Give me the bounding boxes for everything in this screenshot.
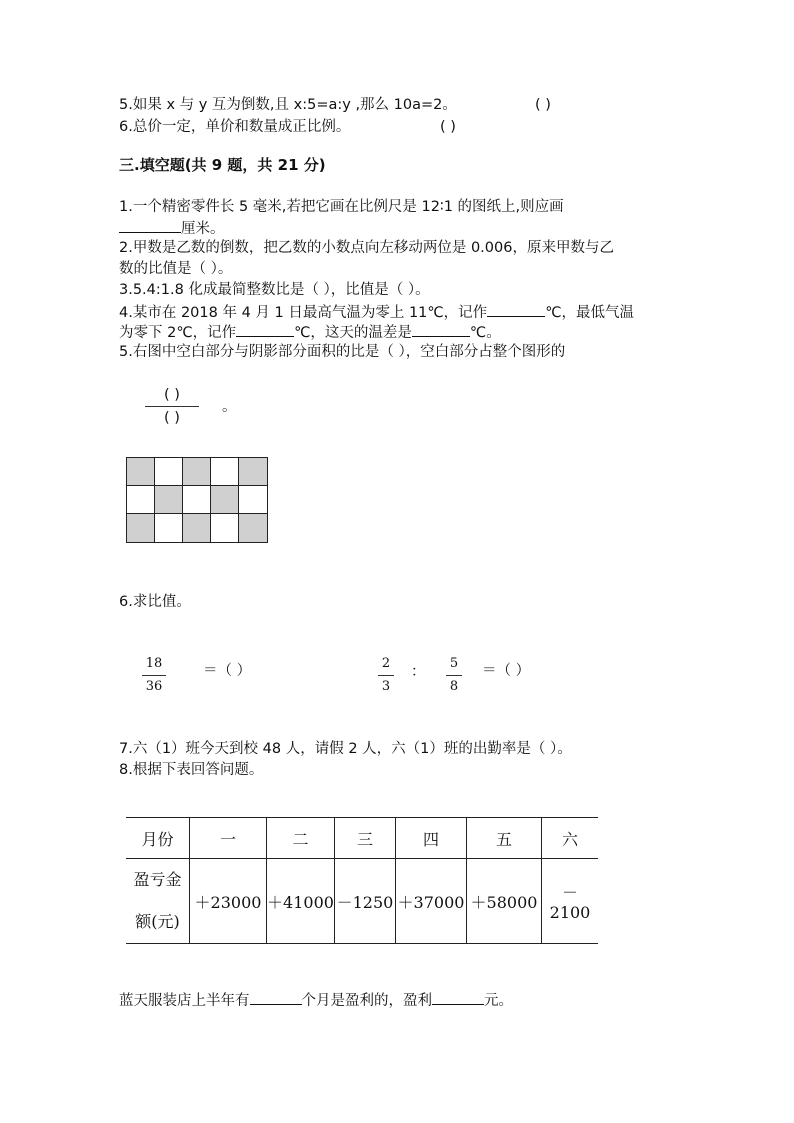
fill-q5-dot: 。 xyxy=(222,399,237,415)
table-value-row xyxy=(126,859,598,944)
judge-q5-text: 5.如果 x 与 y 互为倒数,且 x:5=a:y ,那么 10a=2。 xyxy=(119,97,457,113)
fill-q6-fraction-a xyxy=(142,655,166,696)
grid-cell-shaded xyxy=(239,458,267,486)
grid-cell-shaded xyxy=(183,458,211,486)
fraction-bar xyxy=(446,675,462,676)
table-row-label xyxy=(126,859,190,944)
fill-q8: 8.根据下表回答问题。 xyxy=(119,762,264,778)
table-header-label: 月份 xyxy=(126,818,190,859)
table-month-cell: 四 xyxy=(396,818,467,859)
fill-q6-a-den: 36 xyxy=(145,679,163,694)
judge-q6-paren: ( ) xyxy=(440,119,456,135)
fill-q8-text-b: 个月是盈利的，盈利 xyxy=(301,993,432,1009)
table-month-cell: 一 xyxy=(190,818,267,859)
fill-q8-text-a: 蓝天服装店上半年有 xyxy=(119,993,250,1009)
fill-q5-fraction xyxy=(145,386,199,427)
grid-cell-blank xyxy=(183,486,211,514)
fill-q1-suffix: 厘米。 xyxy=(181,221,225,237)
section3-title: 三.填空题(共 9 题，共 21 分) xyxy=(119,156,326,174)
fill-q6-fraction-b1 xyxy=(378,655,394,696)
fill-q7: 7.六（1）班今天到校 48 人，请假 2 人，六（1）班的出勤率是（ ）。 xyxy=(119,741,572,757)
judge-q6 xyxy=(119,117,350,137)
table-month-cell: 二 xyxy=(267,818,335,859)
fill-q3: 3.5.4:1.8 化成最简整数比是（ ），比值是（ ）。 xyxy=(119,282,430,298)
judge-q5-paren: ( ) xyxy=(535,97,551,113)
fill-q6-b-colon: ： xyxy=(411,664,426,680)
grid-cell-blank xyxy=(127,486,155,514)
answer-blank[interactable] xyxy=(236,321,294,337)
fill-q6-b-den2: 8 xyxy=(449,679,459,694)
fraction-bar xyxy=(378,675,394,676)
table-value-cell: －2100 xyxy=(542,859,599,944)
answer-blank[interactable] xyxy=(119,217,181,233)
profit-loss-table xyxy=(126,817,598,944)
table-row-label-line2: 额(元) xyxy=(135,912,180,931)
grid-cell-shaded xyxy=(127,514,155,542)
fill-q4-text-e: ℃。 xyxy=(469,325,501,341)
fill-q6-title: 6.求比值。 xyxy=(119,594,191,610)
fill-q8-text-c: 元。 xyxy=(484,993,513,1009)
table-value-cell: ＋58000 xyxy=(467,859,542,944)
fill-q6-b-den1: 3 xyxy=(381,679,391,694)
answer-blank[interactable] xyxy=(487,301,545,317)
table-header-row xyxy=(126,818,598,859)
shaded-grid-figure xyxy=(126,457,268,543)
fill-q4-line1 xyxy=(119,301,634,323)
fraction-bar xyxy=(142,675,166,676)
table-value-cell: －1250 xyxy=(335,859,396,944)
answer-blank[interactable] xyxy=(412,321,470,337)
fill-q8-answer xyxy=(119,989,513,1011)
judge-q5 xyxy=(119,95,457,115)
grid-cell-shaded xyxy=(155,486,183,514)
grid-cell-shaded xyxy=(239,514,267,542)
grid-cell-shaded xyxy=(183,514,211,542)
fill-q6-b-num1: 2 xyxy=(381,656,391,671)
fill-q4-text-d: ℃，这天的温差是 xyxy=(294,325,412,341)
grid-cell-shaded xyxy=(127,458,155,486)
grid-cell-blank xyxy=(239,486,267,514)
grid-cell-blank xyxy=(155,514,183,542)
fill-q6-b-eq: ＝（ ） xyxy=(482,663,531,679)
fill-q6-a-num: 18 xyxy=(145,656,163,671)
table-value-cell: ＋41000 xyxy=(267,859,335,944)
answer-blank[interactable] xyxy=(432,989,484,1005)
table-month-cell: 三 xyxy=(335,818,396,859)
table-month-cell: 六 xyxy=(542,818,599,859)
table-value-cell: ＋23000 xyxy=(190,859,267,944)
fill-q4-text-b: ℃，最低气温 xyxy=(545,305,634,321)
fill-q1-line2 xyxy=(119,217,225,239)
fill-q4-line2 xyxy=(119,321,501,343)
grid-cell-blank xyxy=(211,458,239,486)
table-row-label-line1: 盈亏金 xyxy=(133,870,182,889)
fill-q2-line1: 2.甲数是乙数的倒数，把乙数的小数点向左移动两位是 0.006，原来甲数与乙 xyxy=(119,240,614,256)
fill-q4-text-c: 为零下 2℃，记作 xyxy=(119,325,237,341)
fill-q5-frac-den[interactable]: ( ) xyxy=(164,410,180,426)
grid-cell-blank xyxy=(155,458,183,486)
fraction-bar xyxy=(145,406,199,407)
fill-q6-fraction-b2 xyxy=(446,655,462,696)
grid-cell-blank xyxy=(211,514,239,542)
fill-q4-text-a: 4.某市在 2018 年 4 月 1 日最高气温为零上 11℃，记作 xyxy=(119,305,488,321)
grid-cell-shaded xyxy=(211,486,239,514)
fill-q6-b-num2: 5 xyxy=(449,656,459,671)
fill-q2-line2: 数的比值是（ ）。 xyxy=(119,261,233,277)
fill-q5-line: 5.右图中空白部分与阴影部分面积的比是（ ），空白部分占整个图形的 xyxy=(119,344,566,360)
table-month-cell: 五 xyxy=(467,818,542,859)
fill-q1-line1: 1.一个精密零件长 5 毫米,若把它画在比例尺是 12∶1 的图纸上,则应画 xyxy=(119,199,564,215)
fill-q5-frac-num[interactable]: ( ) xyxy=(164,387,180,403)
answer-blank[interactable] xyxy=(250,989,302,1005)
table-value-cell: ＋37000 xyxy=(396,859,467,944)
fill-q6-a-eq: ＝（ ） xyxy=(203,663,252,679)
judge-q6-text: 6.总价一定，单价和数量成正比例。 xyxy=(119,119,351,135)
